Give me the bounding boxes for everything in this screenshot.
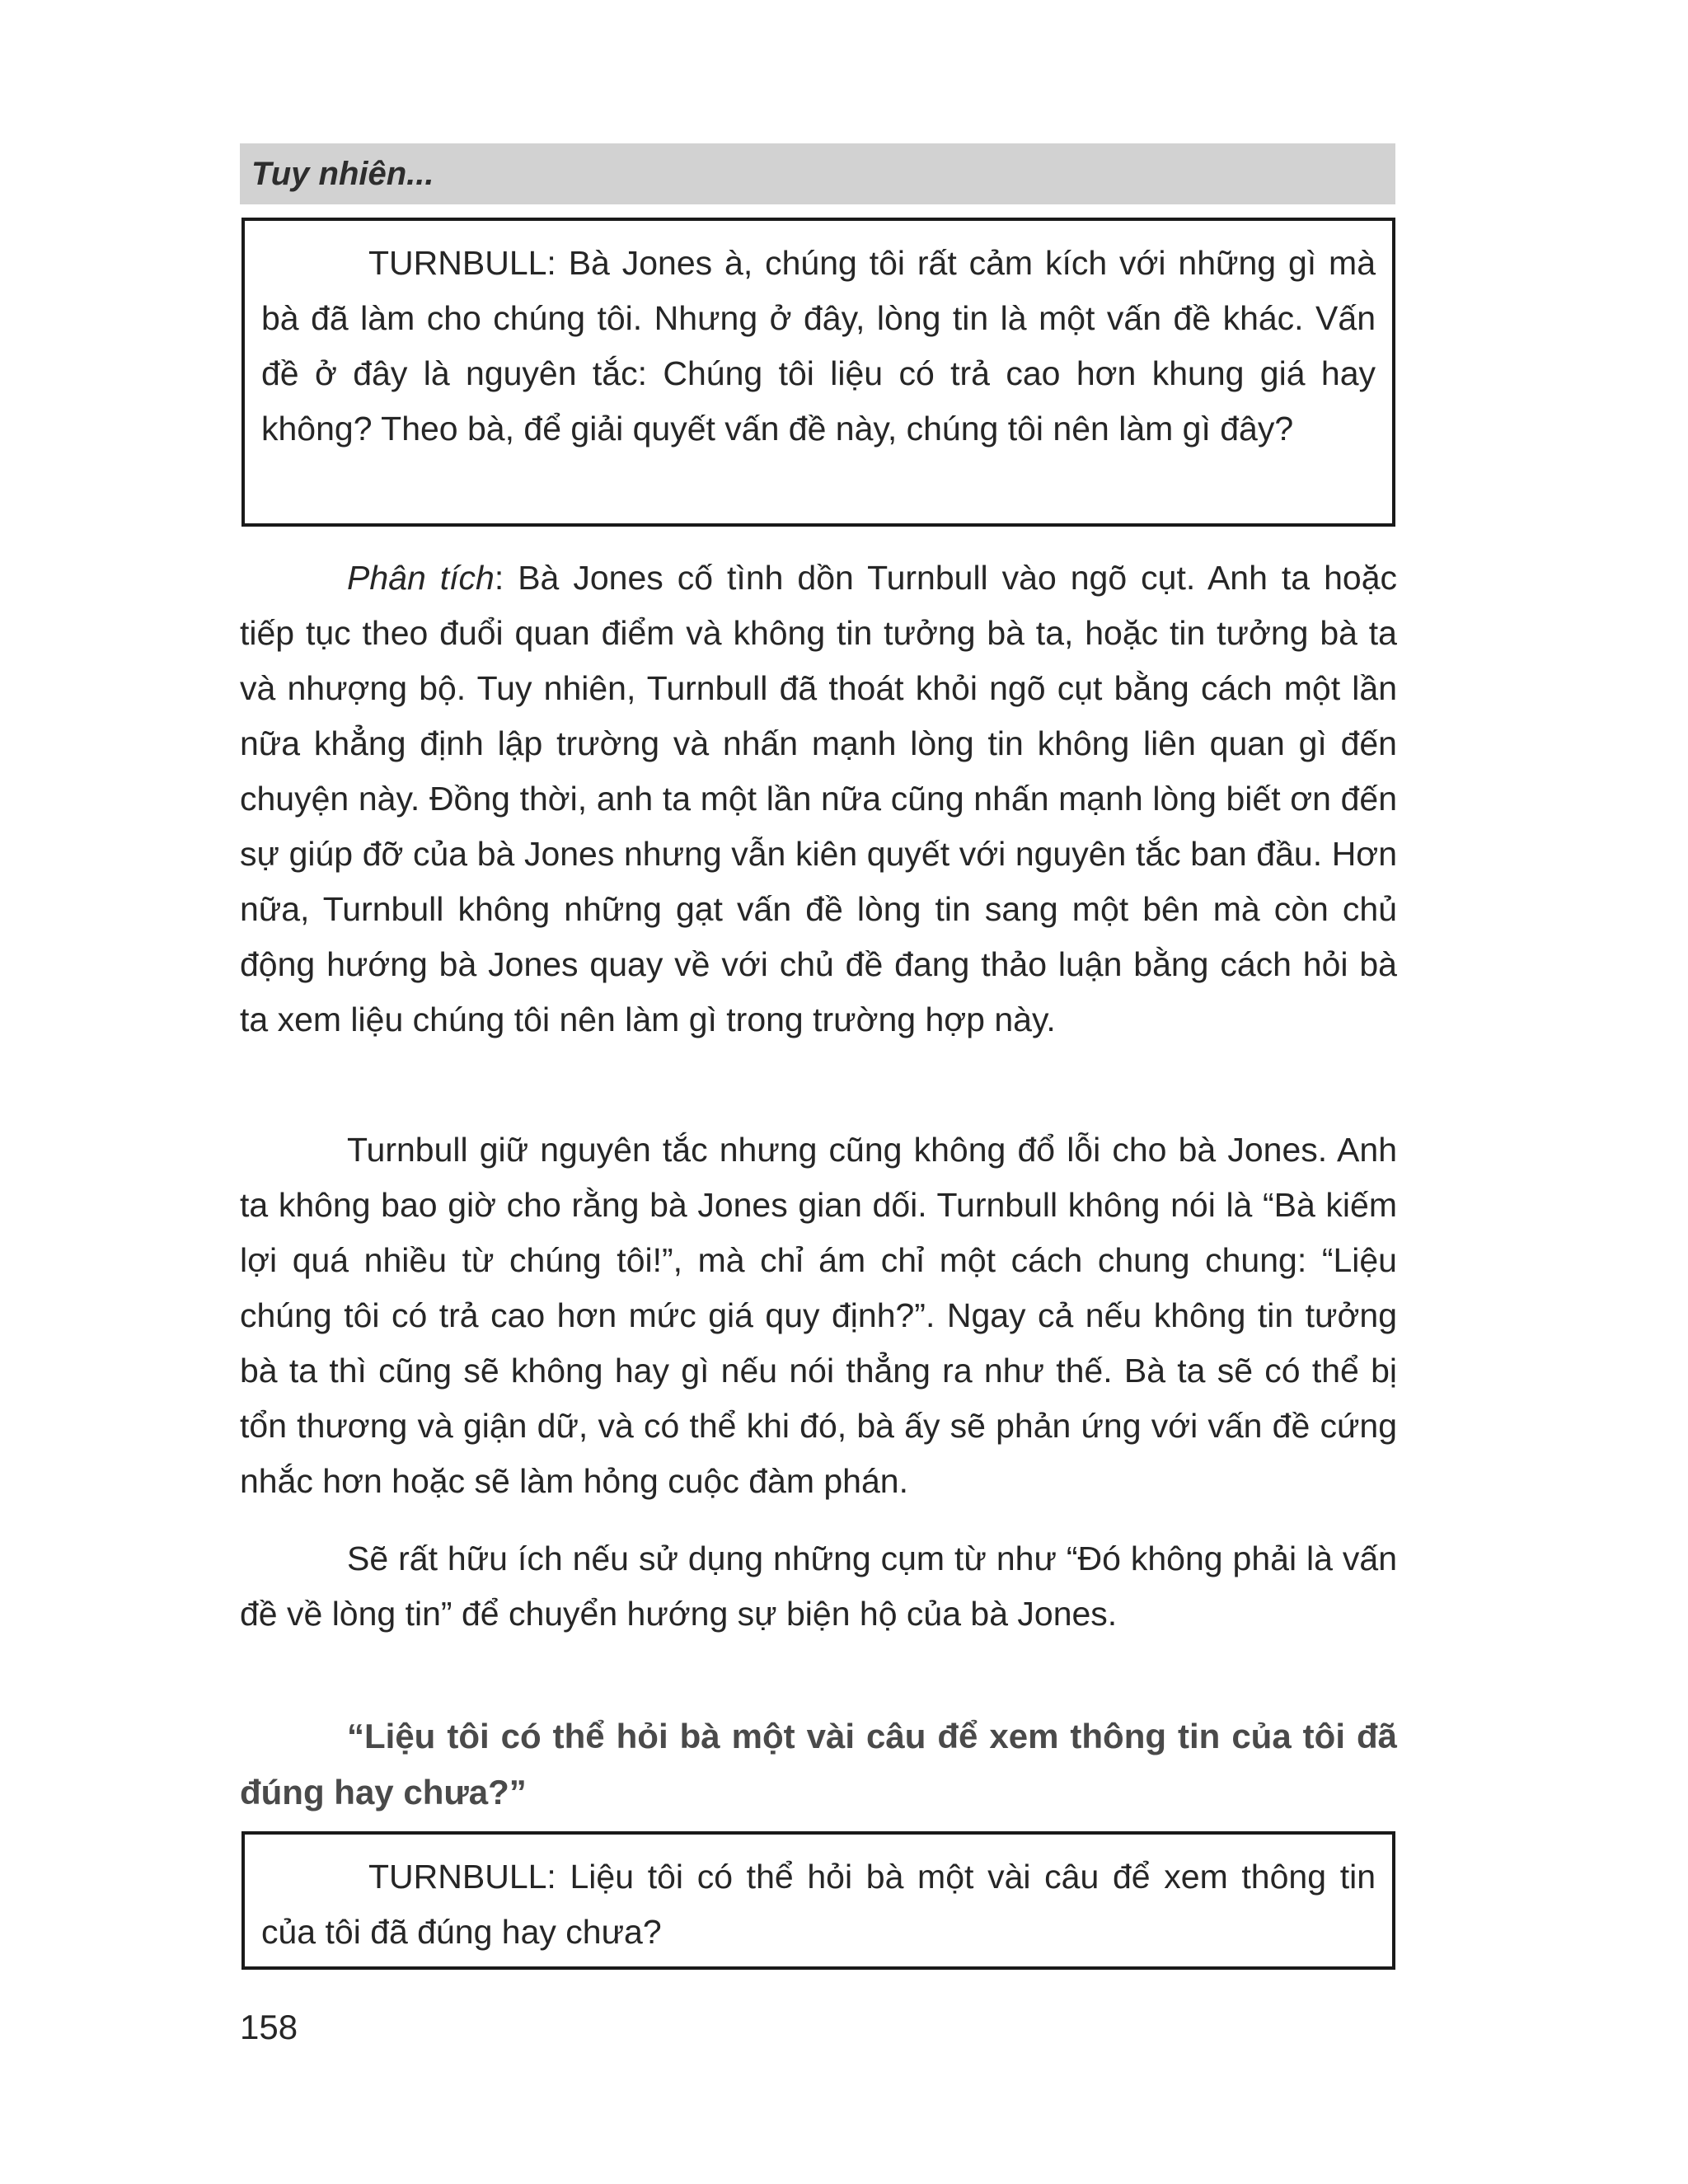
paragraph-2-text: Turnbull giữ nguyên tắc nhưng cũng không đổ lỗi cho bà Jones. Anh ta không bao giờ cho rằng bà Jones gian dối. Turnbull không nói là “Bà kiếm lợi quá nhiều từ chúng tôi!”, mà chỉ ám chỉ một cách chung chung: “Liệu chúng tôi có trả cao hơn mức giá quy định?”. Ngay cả nếu không tin tưởng bà ta thì cũng sẽ không hay gì nếu nói thẳng ra như thế. Bà ta sẽ có thể bị tổn thương và giận dữ, và có thể khi đó, bà ấy sẽ phản ứng với vấn đề cứng nhắc hơn hoặc sẽ làm hỏng cuộc đàm phán. [240,1131,1397,1500]
dialog-text: TURNBULL: Liệu tôi có thể hỏi bà một vài câu để xem thông tin của tôi đã đúng hay chưa? [261,1858,1376,1951]
dialog-box-turnbull-2 [241,1831,1395,1970]
quote-subheading [240,1708,1397,1821]
body-paragraph-2 [240,1122,1397,1509]
body-paragraph-3 [240,1531,1397,1642]
section-header-title: Tuy nhiên... [251,155,434,192]
page-number: 158 [240,2008,298,2046]
paragraph-3-text: Sẽ rất hữu ích nếu sử dụng những cụm từ như “Đó không phải là vấn đề về lòng tin” để chuyển hướng sự biện hộ của bà Jones. [240,1540,1397,1633]
dialog-box-turnbull-1 [241,218,1395,527]
analysis-label: Phân tích [347,559,495,597]
subheading-text: “Liệu tôi có thể hỏi bà một vài câu để xem thông tin của tôi đã đúng hay chưa?” [240,1717,1397,1811]
analysis-paragraph [240,551,1397,1047]
dialog-text: TURNBULL: Bà Jones à, chúng tôi rất cảm kích với những gì mà bà đã làm cho chúng tôi. Nhưng ở đây, lòng tin là một vấn đề khác. Vấn đề ở đây là nguyên tắc: Chúng tôi liệu có trả cao hơn khung giá hay không? Theo bà, để giải quyết vấn đề này, chúng tôi nên làm gì đây? [261,244,1376,448]
analysis-text: : Bà Jones cố tình dồn Turnbull vào ngõ cụt. Anh ta hoặc tiếp tục theo đuổi quan điểm và không tin tưởng bà ta, hoặc tin tưởng bà ta và nhượng bộ. Tuy nhiên, Turnbull đã thoát khỏi ngõ cụt bằng cách một lần nữa khẳng định lập trường và nhấn mạnh lòng tin không liên quan gì đến chuyện này. Đồng thời, anh ta một lần nữa cũng nhấn mạnh lòng biết ơn đến sự giúp đỡ của bà Jones nhưng vẫn kiên quyết với nguyên tắc ban đầu. Hơn nữa, Turnbull không những gạt vấn đề lòng tin sang một bên mà còn chủ động hướng bà Jones quay về với chủ đề đang thảo luận bằng cách hỏi bà ta xem liệu chúng tôi nên làm gì trong trường hợp này. [240,559,1397,1038]
section-header [240,143,1395,204]
